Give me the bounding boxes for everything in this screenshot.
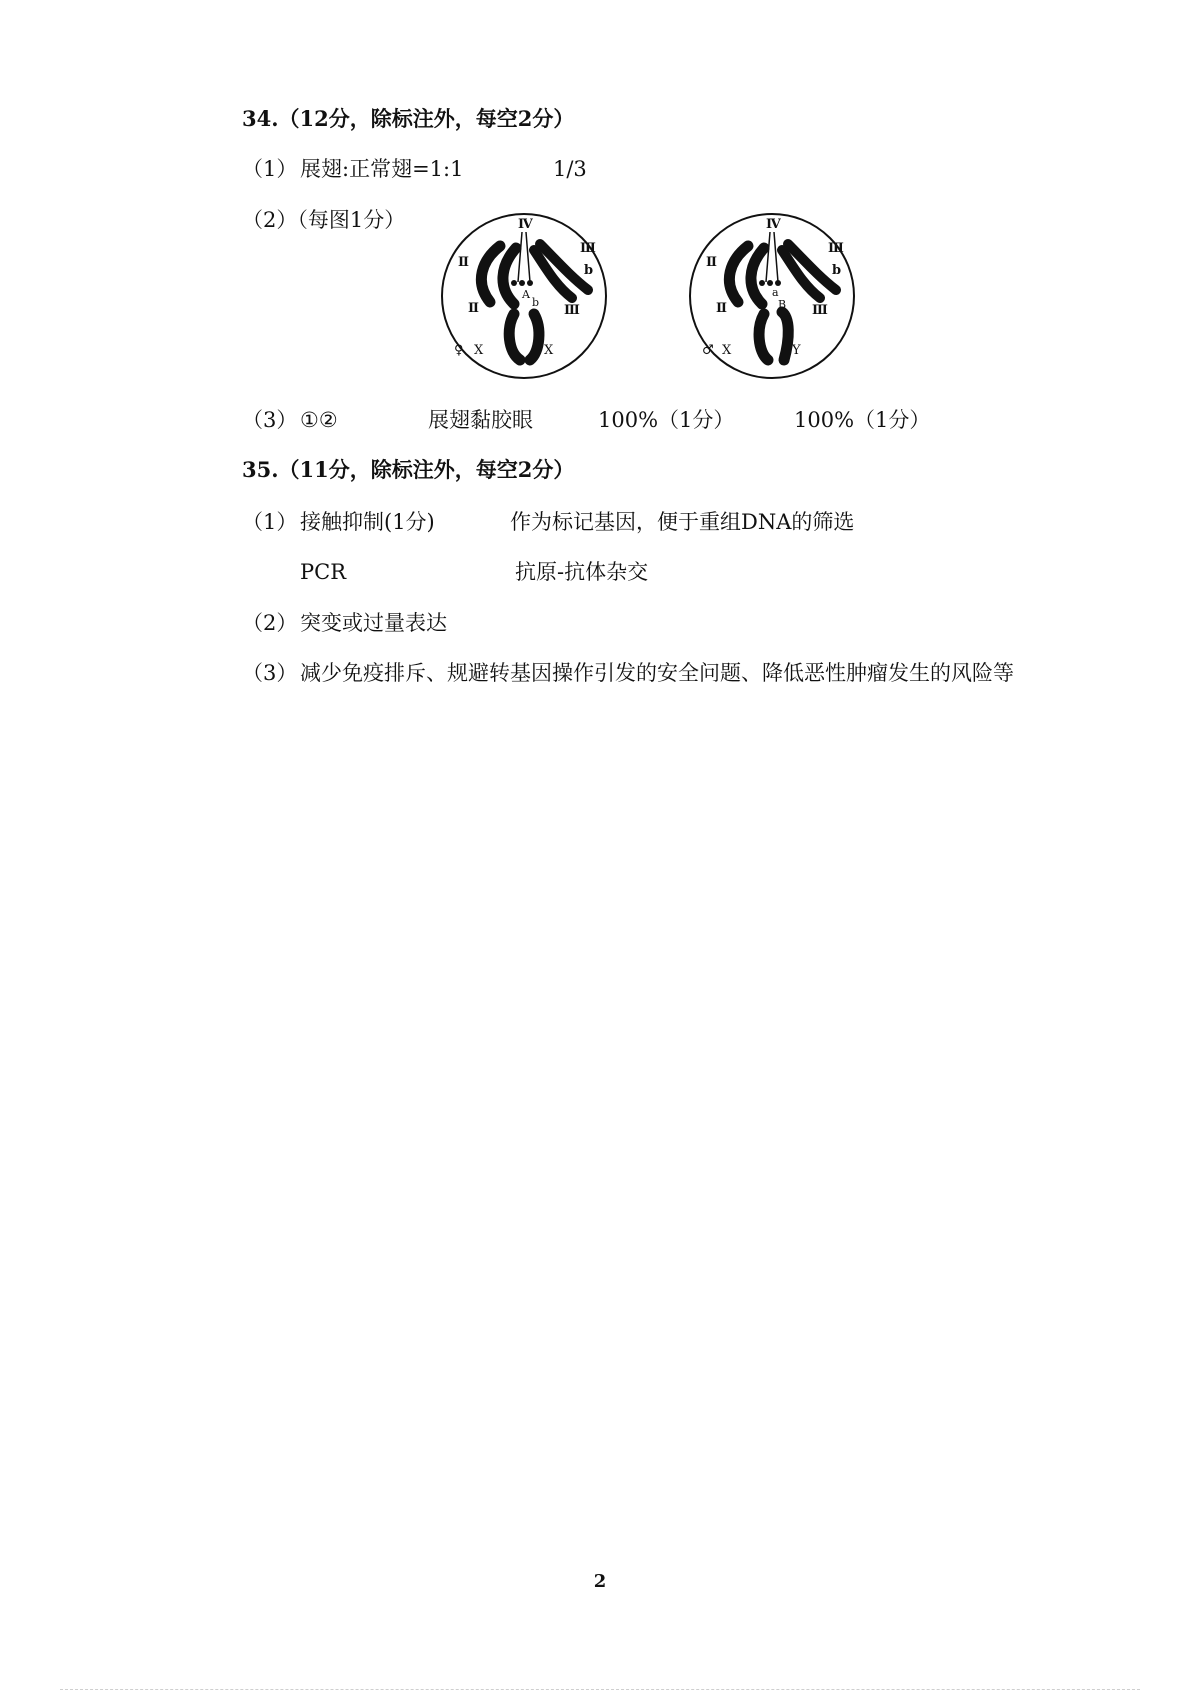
label-III-lower: Ⅲ: [564, 303, 580, 318]
label-III-upper: Ⅲ: [828, 241, 844, 256]
q35-part1-answer4: 抗原-抗体杂交: [515, 560, 649, 584]
label-IV: Ⅳ: [766, 217, 781, 232]
gene-b2: b: [532, 296, 540, 309]
gene-A: A: [522, 288, 530, 301]
q35-part2-label: （2）: [242, 611, 298, 635]
label-X1: X: [474, 343, 484, 358]
label-II-upper: Ⅱ: [458, 255, 469, 270]
label-Y: Y: [792, 343, 801, 358]
q35-part1-answer2: 作为标记基因，便于重组DNA的筛选: [510, 510, 855, 534]
q34-part3-answer1: ①②: [300, 408, 338, 432]
q34-part3-answer2: 展翅黏胶眼: [428, 408, 533, 432]
q34-part3-answer4: 100%（1分）: [794, 408, 931, 432]
q34-part1-answer2: 1/3: [553, 157, 587, 181]
gene-b1: b: [584, 263, 594, 278]
label-III-upper: Ⅲ: [580, 241, 596, 256]
q35-part1-answer3: PCR: [300, 560, 347, 584]
q34-part1-answer1: 展翅:正常翅=1:1: [300, 157, 464, 181]
q34-part3-answer3: 100%（1分）: [598, 408, 735, 432]
q34-heading: 34.（12分，除标注外，每空2分）: [242, 106, 575, 131]
label-II-upper: Ⅱ: [706, 255, 717, 270]
q35-part3-label: （3）: [242, 661, 298, 685]
q34-part1-label: （1）: [242, 157, 298, 181]
q35-part1-label: （1）: [242, 510, 298, 534]
label-III-lower: Ⅲ: [812, 303, 828, 318]
gene-b: b: [832, 263, 842, 278]
q35-part2-answer: 突变或过量表达: [300, 611, 447, 635]
q34-part2-label: （2）（每图1分）: [242, 208, 406, 232]
label-II-lower: Ⅱ: [716, 301, 727, 316]
gene-B: B: [778, 298, 787, 311]
q35-part1-answer1: 接触抑制(1分): [300, 510, 435, 534]
q35-part3-answer: 减少免疫排斥、规避转基因操作引发的安全问题、降低恶性肿瘤发生的风险等: [300, 661, 1014, 685]
footer-divider: [60, 1689, 1140, 1690]
gene-a1: a: [798, 250, 805, 263]
gene-a2: a: [772, 286, 779, 299]
page-number: 2: [593, 1571, 607, 1592]
male-chromosome-diagram: [686, 210, 858, 382]
female-chromosome-diagram: [438, 210, 610, 382]
female-symbol: ♀: [454, 343, 464, 358]
label-X2: X: [544, 343, 554, 358]
gene-a: a: [550, 250, 557, 263]
q34-part3-label: （3）: [242, 408, 298, 432]
label-X: X: [722, 343, 732, 358]
q35-heading: 35.（11分，除标注外，每空2分）: [242, 457, 575, 482]
label-IV: Ⅳ: [518, 217, 533, 232]
male-symbol: ♂: [702, 343, 714, 358]
label-II-lower: Ⅱ: [468, 301, 479, 316]
